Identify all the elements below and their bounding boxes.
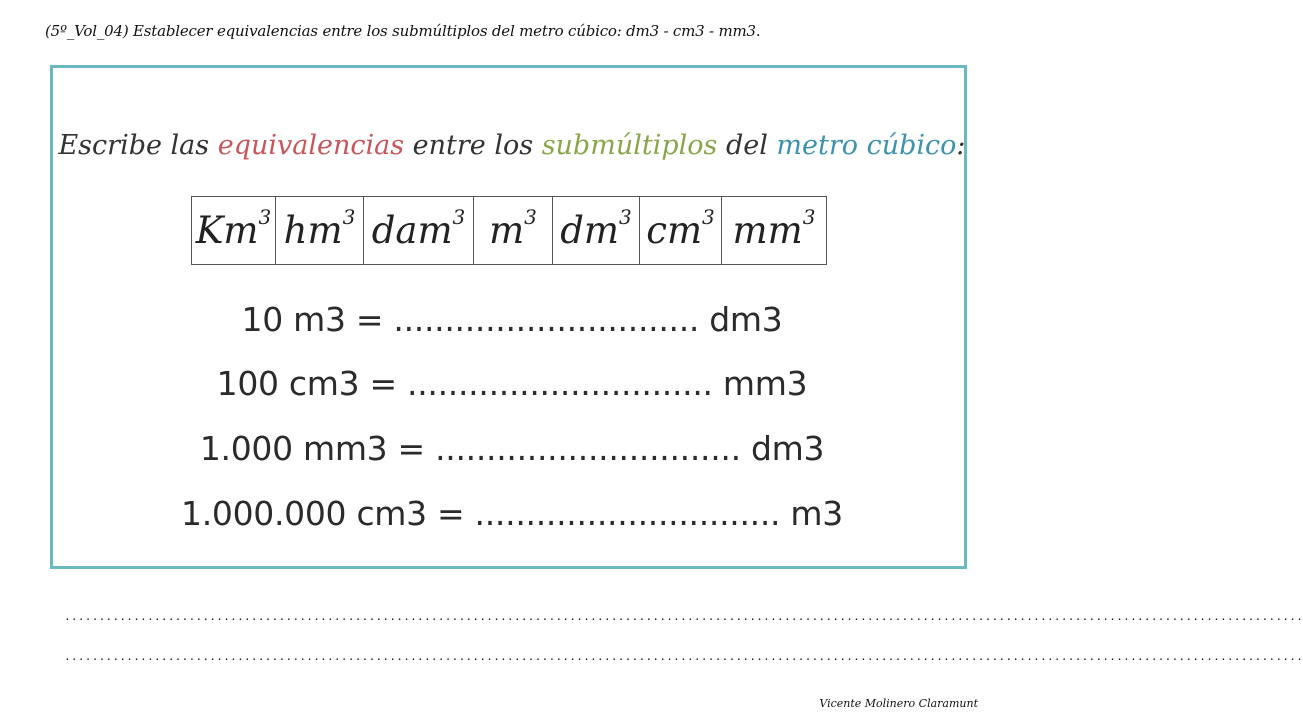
unit-exponent: 3 bbox=[524, 205, 537, 229]
title-metro-cubico: metro cúbico bbox=[776, 130, 957, 161]
unit-base: m bbox=[489, 209, 525, 252]
answer-line-1: ................................................................................................................................................................................... bbox=[64, 610, 1303, 623]
unit-base: dm bbox=[560, 209, 620, 252]
unit-base: mm bbox=[732, 209, 803, 252]
units-row bbox=[192, 197, 827, 265]
title-part-7: : bbox=[956, 130, 966, 161]
equation-2: 100 cm3 = .............................. mm3 bbox=[216, 364, 808, 403]
title-part-3: entre los bbox=[404, 130, 542, 161]
unit-base: cm bbox=[646, 209, 703, 252]
unit-base: hm bbox=[283, 209, 343, 252]
equation-1: 10 m3 = .............................. dm3 bbox=[241, 300, 783, 339]
unit-cell-dm3 bbox=[553, 197, 640, 265]
unit-base: dam bbox=[371, 209, 453, 252]
unit-exponent: 3 bbox=[702, 205, 715, 229]
unit-cell-km3 bbox=[192, 197, 276, 265]
title-equivalencias: equivalencias bbox=[217, 130, 405, 161]
title-part-5: del bbox=[717, 130, 777, 161]
equation-3: 1.000 mm3 = .............................. dm3 bbox=[199, 429, 825, 468]
title-submultiplos: submúltiplos bbox=[541, 130, 718, 161]
equation-4: 1.000.000 cm3 = .............................. m3 bbox=[181, 494, 843, 533]
unit-exponent: 3 bbox=[258, 205, 272, 229]
unit-cell-dam3 bbox=[364, 197, 474, 265]
answer-line-2: ................................................................................................................................................................................... bbox=[64, 650, 1303, 663]
unit-exponent: 3 bbox=[802, 205, 816, 229]
unit-cell-mm3 bbox=[722, 197, 827, 265]
unit-exponent: 3 bbox=[619, 205, 632, 229]
title-part-1: Escribe las bbox=[58, 130, 218, 161]
unit-cell-cm3 bbox=[640, 197, 722, 265]
worksheet-header: (5º_Vol_04) Establecer equivalencias entre los submúltiplos del metro cúbico: dm3 - cm3 - mm3. bbox=[45, 22, 761, 40]
unit-base: Km bbox=[195, 209, 259, 252]
unit-cell-hm3 bbox=[276, 197, 364, 265]
author-credit: Vicente Molinero Claramunt bbox=[819, 697, 978, 710]
exercise-title bbox=[0, 130, 1024, 161]
units-table bbox=[191, 196, 827, 265]
unit-exponent: 3 bbox=[342, 205, 356, 229]
unit-exponent: 3 bbox=[452, 205, 466, 229]
unit-cell-m3 bbox=[474, 197, 553, 265]
